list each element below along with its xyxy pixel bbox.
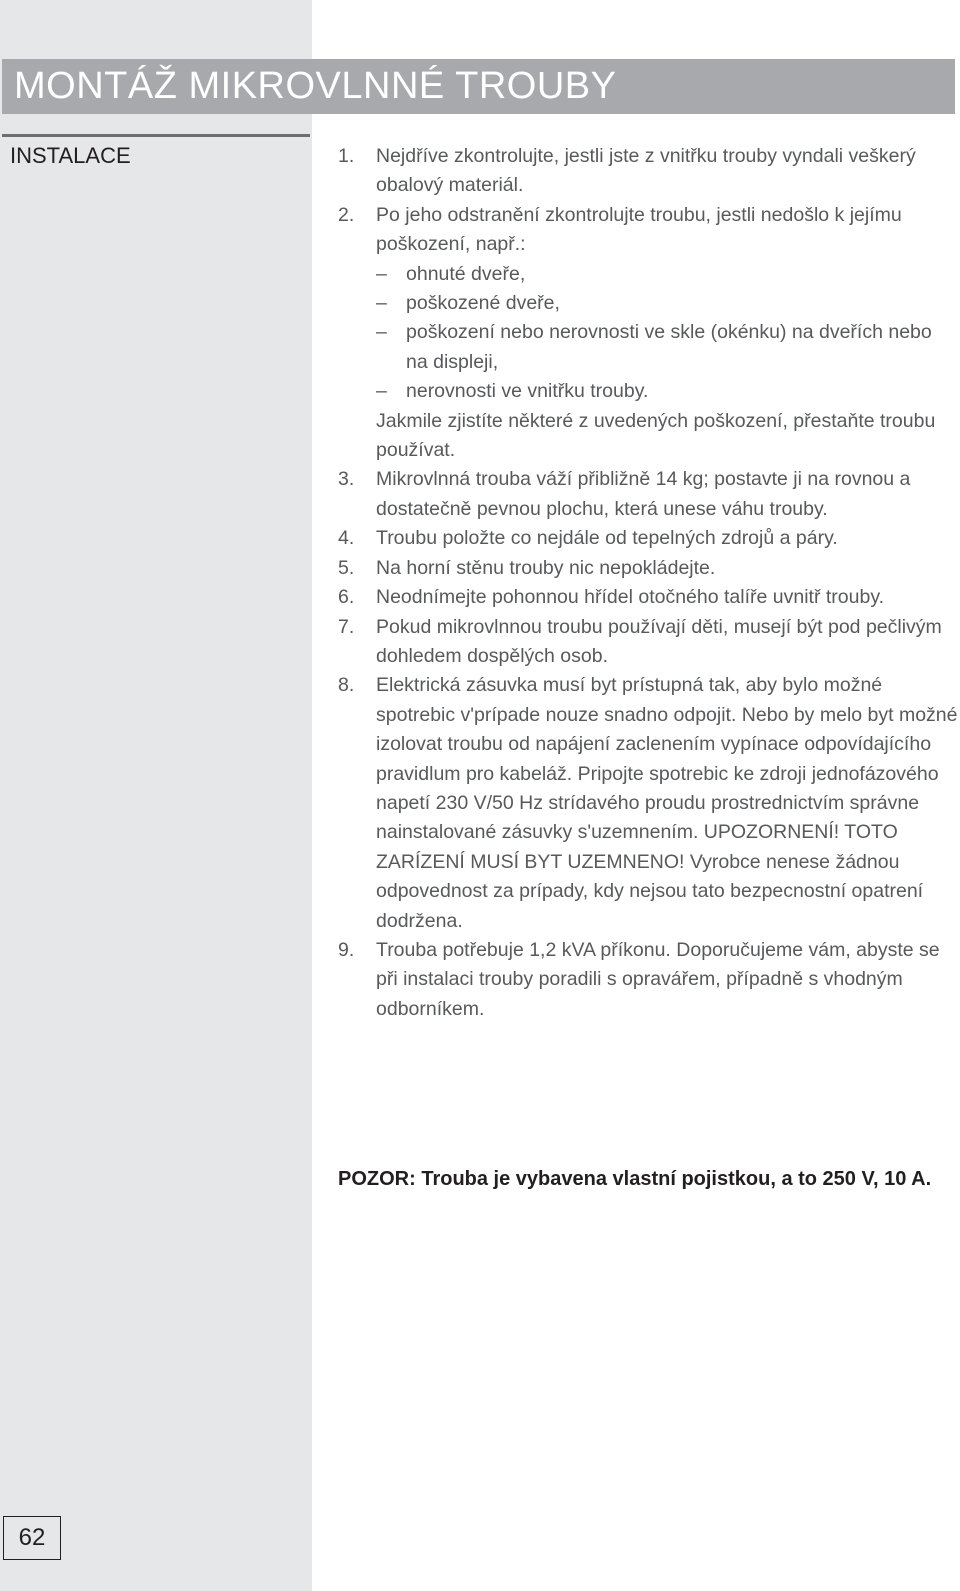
sub-item-text: poškozené dveře, — [406, 292, 560, 315]
item-number: 5. — [338, 556, 355, 579]
item-number: 9. — [338, 938, 355, 961]
sub-list-item — [376, 377, 958, 406]
title-bar — [2, 59, 955, 114]
item-number: 7. — [338, 615, 355, 638]
list-item — [338, 142, 958, 201]
sub-list-item — [376, 289, 958, 318]
sub-list-item — [376, 318, 958, 377]
item-text: Trouba potřebuje 1,2 kVA příkonu. Doporučujeme vám, abyste se při instalaci trouby poradili s opravářem, případně s vhodným odborníkem. — [376, 938, 940, 1020]
sub-item-text: nerovnosti ve vnitřku trouby. — [406, 380, 649, 403]
instruction-list — [338, 142, 958, 1024]
page-number: 62 — [3, 1516, 61, 1560]
item-followup-text: Jakmile zjistíte některé z uvedených poškození, přestaňte troubu používat. — [376, 409, 936, 462]
section-divider — [2, 134, 310, 137]
list-item — [338, 465, 958, 524]
item-text: Troubu položte co nejdále od tepelných zdrojů a páry. — [376, 527, 838, 550]
item-text: Nejdříve zkontrolujte, jestli jste z vnitřku trouby vyndali veškerý obalový materiál. — [376, 145, 916, 197]
warning-note: POZOR: Trouba je vybavena vlastní pojistkou, a to 250 V, 10 A. — [338, 1168, 932, 1190]
sidebar-background — [0, 0, 312, 1591]
item-number: 8. — [338, 674, 355, 697]
list-item — [338, 201, 958, 466]
list-item — [338, 671, 958, 936]
item-number: 2. — [338, 203, 355, 226]
item-text: Na horní stěnu trouby nic nepokládejte. — [376, 556, 716, 579]
item-number: 4. — [338, 527, 355, 550]
item-text: Pokud mikrovlnnou troubu používají děti, musejí být pod pečlivým dohledem dospělých osob. — [376, 615, 942, 667]
sub-item-text: poškození nebo nerovnosti ve skle (okénku) na dveřích nebo na displeji, — [406, 321, 932, 373]
list-item — [338, 613, 958, 672]
list-item — [338, 583, 958, 612]
item-text: Mikrovlnná trouba váží přibližně 14 kg; postavte ji na rovnou a dostatečně pevnou plochu, která unese váhu trouby. — [376, 468, 911, 520]
dash-bullet: – — [376, 321, 387, 344]
item-text: Neodnímejte pohonnou hřídel otočného talíře uvnitř trouby. — [376, 586, 885, 609]
item-text: Po jeho odstranění zkontrolujte troubu, jestli nedošlo k jejímu poškození, např.: — [376, 203, 902, 256]
item-number: 1. — [338, 145, 355, 167]
dash-bullet: – — [376, 292, 387, 315]
dash-bullet: – — [376, 262, 387, 285]
list-item — [338, 936, 958, 1024]
page-title: MONTÁŽ MIKROVLNNÉ TROUBY — [14, 65, 617, 107]
list-item — [338, 524, 958, 553]
dash-bullet: – — [376, 380, 387, 403]
item-text: Elektrická zásuvka musí byt prístupná tak, aby bylo možné spotrebic v'prípade nouze snadno odpojit. Nebo by melo byt možné izolovat troubu od napájení zaclenením vypínace odpovídajícího pravidlum pro kabeláž. Pripojte spotrebic ke zdroji jednofázového napetí 230 V/50 Hz strídavého proudu prostrednictvím správne nainstalované zásuvky s'uzemnením. UPOZORNENÍ! TOTO ZARÍZENÍ MUSÍ BYT UZEMNENO! Vyrobce nenese žádnou odpovednost za prípady, kdy nejsou tato bezpecnostní opatrení dodržena. — [376, 674, 958, 932]
item-number: 6. — [338, 586, 355, 609]
sub-item-text: ohnuté dveře, — [406, 262, 526, 285]
sub-list-item — [376, 260, 958, 289]
list-item — [338, 554, 958, 583]
item-number: 3. — [338, 468, 355, 491]
section-label: INSTALACE — [10, 143, 131, 168]
